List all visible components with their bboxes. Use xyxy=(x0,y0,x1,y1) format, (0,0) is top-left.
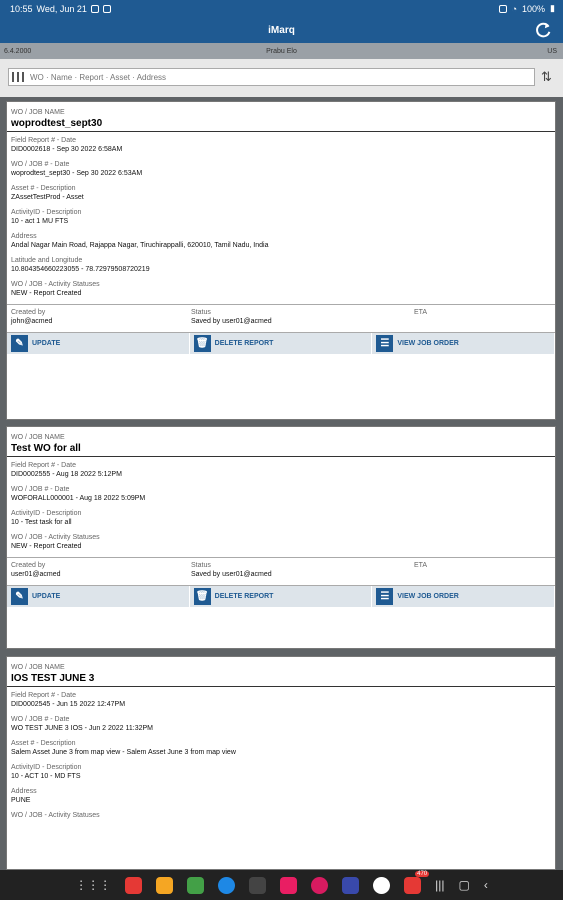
notification-badge: 470 xyxy=(417,870,428,877)
field-value: DID0002555 - Aug 18 2022 5:12PM xyxy=(11,471,122,478)
app-icon[interactable] xyxy=(156,877,173,894)
delete-report-button[interactable] xyxy=(190,333,373,354)
field-value: 10 - act 1 MU FTS xyxy=(11,218,69,225)
card-fields xyxy=(7,132,555,298)
card-meta xyxy=(7,304,555,332)
eta-label: ETA xyxy=(414,562,428,569)
field-value: ZAssetTestProd - Asset xyxy=(11,194,84,201)
card-fields xyxy=(7,457,555,551)
search-field[interactable] xyxy=(8,68,535,86)
view-label: VIEW JOB ORDER xyxy=(397,593,459,600)
report-card[interactable] xyxy=(6,656,556,870)
app-icon[interactable] xyxy=(187,877,204,894)
wo-header xyxy=(7,102,555,132)
app-icon[interactable] xyxy=(249,877,266,894)
wo-name: IOS TEST JUNE 3 xyxy=(11,673,95,684)
search-row xyxy=(0,59,563,97)
status-value: Saved by user01@acmed xyxy=(191,571,272,578)
wifi-icon: ◔ xyxy=(511,3,518,14)
report-card[interactable] xyxy=(6,426,556,649)
field-label: Field Report # - Date xyxy=(11,137,76,144)
app-icon[interactable] xyxy=(311,877,328,894)
list-icon: ☰ xyxy=(376,588,393,605)
field-label: ActivityID - Description xyxy=(11,764,82,771)
status-value: Saved by user01@acmed xyxy=(191,318,272,325)
status-label: Status xyxy=(191,562,211,569)
field-label: WO / JOB - Activity Statuses xyxy=(11,812,100,819)
app-drawer-icon[interactable]: ⋮⋮⋮ xyxy=(75,878,112,892)
created-label: Created by xyxy=(11,309,46,316)
field-label: Latitude and Longitude xyxy=(11,257,83,264)
report-card[interactable] xyxy=(6,101,556,420)
field-label: WO / JOB # - Date xyxy=(11,486,70,493)
update-label: UPDATE xyxy=(32,593,61,600)
created-by: user01@acmed xyxy=(11,571,61,578)
search-input[interactable] xyxy=(28,69,534,85)
update-label: UPDATE xyxy=(32,340,61,347)
field-label: Field Report # - Date xyxy=(11,692,76,699)
image-icon xyxy=(103,5,111,13)
field-value: 10 - Test task for all xyxy=(11,519,72,526)
field-value: 10 - ACT 10 - MD FTS xyxy=(11,773,81,780)
field-label: Asset # - Description xyxy=(11,185,76,192)
field-value: DID0002618 - Sep 30 2022 6:58AM xyxy=(11,146,123,153)
field-value: NEW - Report Created xyxy=(11,290,82,297)
back-icon[interactable]: ‹ xyxy=(483,878,488,892)
edit-icon: ✎ xyxy=(11,335,28,352)
card-fields xyxy=(7,687,555,820)
card-actions xyxy=(7,585,555,607)
refresh-icon[interactable] xyxy=(535,21,553,39)
battery-icon: ▮ xyxy=(550,3,555,13)
delete-label: DELETE REPORT xyxy=(214,593,274,600)
field-label: Address xyxy=(11,233,37,240)
sort-icon[interactable]: ⇅ xyxy=(541,69,552,84)
notification-icon xyxy=(91,5,99,13)
field-label: ActivityID - Description xyxy=(11,510,82,517)
list-icon: ☰ xyxy=(376,335,393,352)
app-icon[interactable] xyxy=(280,877,297,894)
wo-header xyxy=(7,657,555,687)
wo-label: WO / JOB NAME xyxy=(11,434,65,441)
wo-label: WO / JOB NAME xyxy=(11,664,65,671)
field-value: WO TEST JUNE 3 IOS - Jun 2 2022 11:32PM xyxy=(11,725,154,732)
field-value: WOFORALL000001 - Aug 18 2022 5:09PM xyxy=(11,495,146,502)
field-label: WO / JOB - Activity Statuses xyxy=(11,281,100,288)
app-icon[interactable] xyxy=(373,877,390,894)
battery-level: 100% xyxy=(522,3,546,14)
field-value: woprodtest_sept30 - Sep 30 2022 6:53AM xyxy=(11,170,143,177)
field-value: NEW - Report Created xyxy=(11,543,82,550)
edit-icon: ✎ xyxy=(11,588,28,605)
created-label: Created by xyxy=(11,562,46,569)
user-name: Prabu Elo xyxy=(266,47,297,55)
system-nav-bar xyxy=(0,870,563,900)
field-label: Asset # - Description xyxy=(11,740,76,747)
wo-header xyxy=(7,427,555,457)
field-label: WO / JOB # - Date xyxy=(11,161,70,168)
delete-report-button[interactable] xyxy=(190,586,373,607)
view-job-order-button[interactable] xyxy=(372,333,555,354)
app-title: iMarq xyxy=(268,24,295,36)
field-label: WO / JOB - Activity Statuses xyxy=(11,534,100,541)
region-code: US xyxy=(547,47,557,55)
field-value: PUNE xyxy=(11,797,31,804)
status-time: 10:55 xyxy=(10,3,33,14)
field-label: Address xyxy=(11,788,37,795)
delete-label: DELETE REPORT xyxy=(214,340,274,347)
status-label: Status xyxy=(191,309,211,316)
update-button[interactable] xyxy=(7,333,190,354)
app-header xyxy=(0,17,563,43)
field-label: WO / JOB # - Date xyxy=(11,716,70,723)
trash-icon: 🗑 xyxy=(194,588,211,605)
wo-name: Test WO for all xyxy=(11,443,81,454)
field-value: 10.804354660223055 - 78.72979508720219 xyxy=(11,266,150,273)
view-label: VIEW JOB ORDER xyxy=(397,340,459,347)
system-status-bar xyxy=(0,0,563,17)
trash-icon: 🗑 xyxy=(194,335,211,352)
field-value: Salem Asset June 3 from map view - Salem Asset June 3 from map view xyxy=(11,749,236,756)
wo-name: woprodtest_sept30 xyxy=(11,118,103,129)
app-icon[interactable] xyxy=(342,877,359,894)
recents-icon[interactable]: ||| xyxy=(435,878,445,892)
barcode-scan-icon[interactable] xyxy=(12,72,24,82)
field-value: DID0002545 - Jun 15 2022 12:47PM xyxy=(11,701,126,708)
lock-icon xyxy=(499,5,507,13)
eta-label: ETA xyxy=(414,309,428,316)
field-value: Andal Nagar Main Road, Rajappa Nagar, Tiruchirappalli, 620010, Tamil Nadu, India xyxy=(11,242,269,249)
view-job-order-button[interactable] xyxy=(372,586,555,607)
field-label: ActivityID - Description xyxy=(11,209,82,216)
card-meta xyxy=(7,557,555,585)
created-by: john@acmed xyxy=(11,318,53,325)
status-date: Wed, Jun 21 xyxy=(36,3,87,14)
wo-label: WO / JOB NAME xyxy=(11,109,65,116)
update-button[interactable] xyxy=(7,586,190,607)
app-icon[interactable] xyxy=(218,877,235,894)
app-icon[interactable] xyxy=(404,870,428,894)
app-icon[interactable] xyxy=(125,877,142,894)
app-version: 6.4.2000 xyxy=(4,47,32,55)
info-bar xyxy=(0,43,563,59)
field-label: Field Report # - Date xyxy=(11,462,76,469)
card-actions xyxy=(7,332,555,354)
home-icon[interactable]: ▢ xyxy=(458,878,470,892)
